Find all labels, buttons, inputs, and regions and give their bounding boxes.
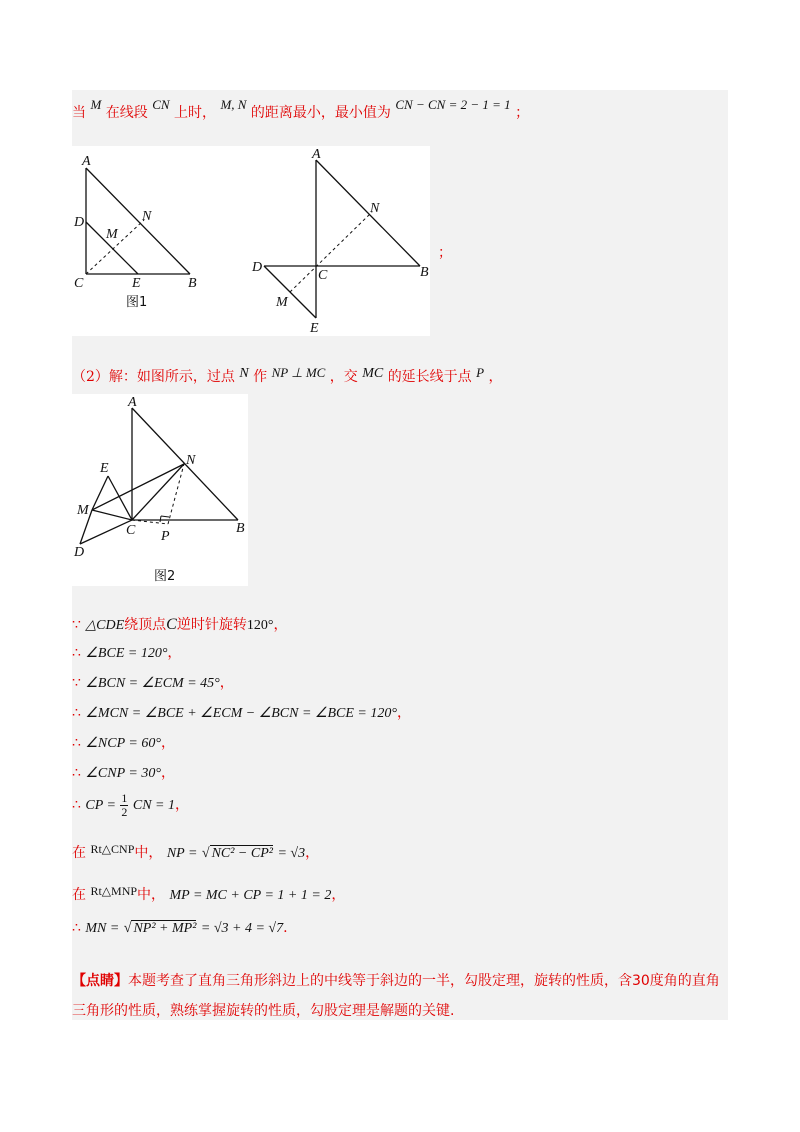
- because-symbol: ∵: [72, 675, 81, 691]
- therefore-symbol: ∴: [72, 920, 81, 936]
- label-B: B: [188, 276, 197, 291]
- step-8: 在 Rt△CNP中， NP = √ NC² − CP² = √3，: [72, 842, 320, 861]
- step-6: [72, 762, 175, 782]
- text: 中，: [134, 845, 163, 861]
- text: ，: [175, 797, 189, 813]
- text: .: [283, 920, 288, 936]
- denominator: 2: [121, 804, 128, 819]
- text: 中，: [137, 887, 166, 903]
- text: 的延长线于点: [387, 369, 472, 385]
- text: 绕顶点: [124, 617, 167, 633]
- step-2: [72, 642, 181, 662]
- label-B-2: B: [420, 265, 429, 280]
- key-point-note: [72, 966, 728, 1026]
- math: ∠BCN = ∠ECM = 45°: [85, 676, 220, 691]
- segment-AB: [86, 168, 190, 274]
- math: ∠MCN = ∠BCE + ∠ECM − ∠BCN = ∠BCE = 120°: [85, 706, 397, 721]
- text: 上时，: [174, 105, 216, 121]
- step-3: [72, 672, 234, 692]
- segment-MC: [92, 510, 132, 520]
- radicand: NC² − CP²: [211, 846, 273, 861]
- label-A: A: [82, 154, 91, 169]
- segment-EM: [92, 476, 108, 510]
- label-M-2: M: [276, 295, 288, 310]
- figure-1: [72, 146, 430, 336]
- math-M: M: [90, 97, 102, 112]
- right-angle-mark: [161, 516, 169, 517]
- step-1: [72, 614, 287, 634]
- segment-CN: [132, 464, 184, 520]
- radicand: NP² + MP²: [133, 921, 197, 936]
- therefore-symbol: ∴: [72, 735, 81, 751]
- label-P: P: [161, 529, 170, 544]
- figure-2-caption: 图2: [154, 569, 176, 584]
- therefore-symbol: ∴: [72, 645, 81, 661]
- right-angle-mark: [160, 516, 161, 522]
- text: ，: [331, 887, 346, 903]
- text: ，: [488, 369, 503, 385]
- text: ，: [396, 705, 411, 721]
- math: ∠CNP = 30°: [85, 766, 161, 781]
- step-10: ∴ MN = √ NP² + MP² = √3 + 4 = √7.: [72, 920, 288, 936]
- math-C: C: [166, 616, 177, 633]
- figure-1-caption: 图1: [126, 295, 148, 310]
- text: ，: [305, 845, 320, 861]
- math: = √3: [277, 846, 306, 861]
- text: ，: [167, 645, 182, 661]
- text: （2）解：如图所示，过点: [72, 369, 235, 385]
- label-C: C: [126, 523, 136, 538]
- label-D-2: D: [252, 260, 263, 275]
- text: ，: [160, 735, 175, 751]
- because-symbol: ∵: [72, 617, 81, 633]
- math: = √3 + 4 = √7: [200, 921, 284, 936]
- step-7: [72, 790, 189, 821]
- text: 当: [72, 105, 86, 121]
- figure-1-diagram: [72, 146, 430, 336]
- text: 在线段: [105, 105, 148, 121]
- math-triangle-CNP: Rt△CNP: [90, 842, 135, 856]
- label-A-2: A: [312, 147, 321, 162]
- label-C: C: [74, 276, 84, 291]
- solution-part-2-intro: [72, 366, 503, 386]
- note-text: 本题考查了直角三角形斜边上的中线等于斜边的一半，勾股定理，旋转的性质，含30度角的直角三角形的性质，熟练掌握旋转的性质，勾股定理是解题的关键.: [72, 973, 720, 1019]
- text: ，交: [329, 369, 358, 385]
- semicolon: [438, 242, 452, 262]
- math-P: P: [476, 365, 485, 380]
- conclusion-line-1: [72, 97, 530, 122]
- segment-MN-dashed: [290, 212, 372, 292]
- label-E: E: [132, 276, 141, 291]
- label-M: M: [77, 503, 89, 518]
- text: ；: [515, 105, 530, 121]
- label-E: E: [100, 461, 109, 476]
- label-N-2: N: [370, 201, 380, 216]
- text: ，: [273, 617, 288, 633]
- text: 逆时针旋转: [176, 617, 247, 633]
- solution-panel: [72, 90, 728, 1020]
- text: 的距离最小，最小值为: [250, 105, 391, 121]
- math: MP = MC + CP = 1 + 1 = 2: [169, 888, 332, 903]
- math-angle: 120°: [246, 618, 274, 633]
- math: CN = 1: [132, 798, 175, 813]
- math: MN =: [85, 921, 120, 936]
- text: ，: [160, 765, 175, 781]
- text: 在: [72, 845, 86, 861]
- math-min-value: CN − CN = 2 − 1 = 1: [395, 97, 511, 112]
- figure-2-diagram: [72, 394, 248, 586]
- step-4: [72, 702, 411, 722]
- step-9: [72, 884, 345, 904]
- label-M: M: [106, 227, 118, 242]
- therefore-symbol: ∴: [72, 797, 81, 813]
- therefore-symbol: ∴: [72, 705, 81, 721]
- math: △CDE: [85, 618, 125, 633]
- label-B: B: [236, 521, 245, 536]
- label-E-2: E: [310, 321, 319, 336]
- text: 作: [253, 369, 268, 385]
- math-MC: MC: [362, 366, 384, 381]
- math-CN: CN: [152, 97, 170, 112]
- therefore-symbol: ∴: [72, 765, 81, 781]
- label-D: D: [74, 215, 85, 230]
- math-NP-perp-MC: NP ⊥ MC: [271, 365, 326, 380]
- math-triangle-MNP: Rt△MNP: [90, 884, 138, 898]
- label-D: D: [74, 545, 85, 560]
- text: ，: [219, 675, 234, 691]
- segment-EC: [108, 476, 132, 520]
- math: NP =: [166, 846, 198, 861]
- math-N: N: [239, 366, 249, 381]
- label-N: N: [142, 209, 152, 224]
- text: 在: [72, 887, 86, 903]
- numerator: 1: [121, 790, 128, 805]
- math: ∠BCE = 120°: [85, 646, 168, 661]
- label-A: A: [128, 395, 137, 410]
- figure-2: [72, 394, 248, 586]
- step-5: [72, 732, 175, 752]
- segment-AB-2: [316, 160, 420, 266]
- label-C-2: C: [318, 268, 328, 283]
- note-tag: 【点睛】: [72, 973, 128, 989]
- math: ∠NCP = 60°: [85, 736, 161, 751]
- fraction-one-half: [120, 792, 128, 819]
- math-MN: M, N: [220, 97, 247, 112]
- label-N: N: [186, 453, 196, 468]
- math: CP =: [85, 798, 116, 813]
- text: ；: [438, 245, 452, 261]
